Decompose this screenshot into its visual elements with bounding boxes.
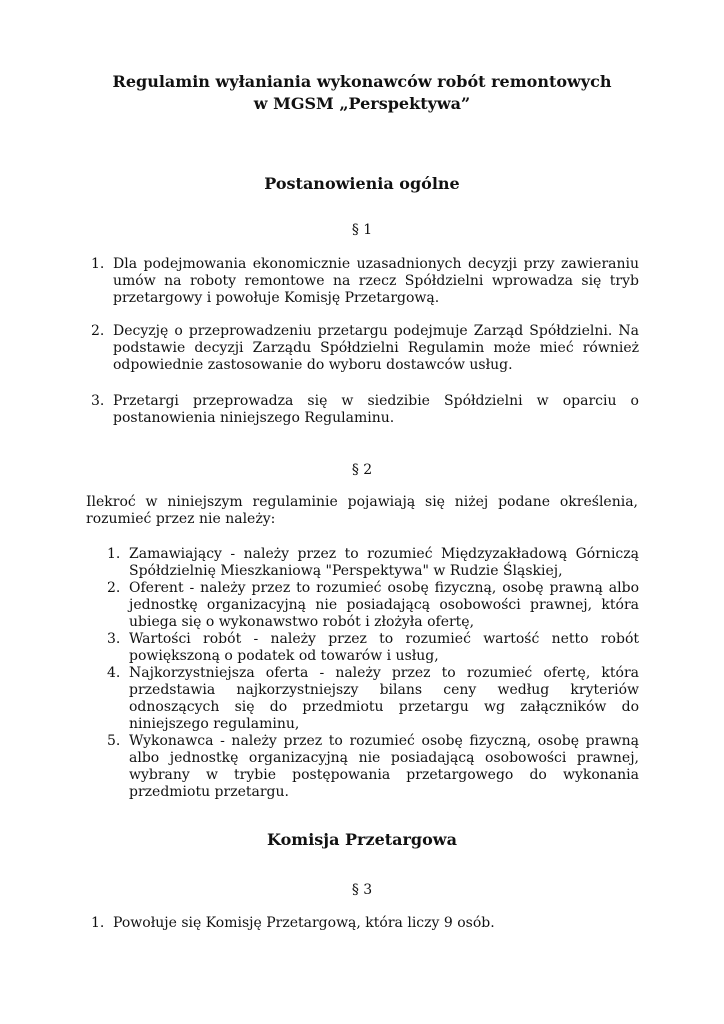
definitions-intro: Ilekroć w niniejszym regulaminie pojawiają się niżej podane określenia, rozumieć przez nie należy: (86, 494, 638, 527)
paragraph-number-1: § 1 (351, 222, 373, 238)
list-item-number: 1. (91, 915, 105, 931)
document-title-line-1: Regulamin wyłaniania wykonawców robót remontowych (112, 72, 612, 91)
list-item-text: Decyzję o przeprowadzeniu przetargu podejmuje Zarząd Spółdzielni. Na podstawie decyzji Zarządu Spółdzielni Regulamin może mieć również odpowiednie zastosowanie do wyboru dostawców usług. (113, 323, 639, 373)
list-item (107, 580, 639, 631)
list-item-number: 3. (91, 393, 105, 409)
list-item (91, 256, 639, 307)
paragraph-number-3: § 3 (351, 882, 373, 898)
list-item-number: 2. (91, 323, 105, 339)
list-item-text: Dla podejmowania ekonomicznie uzasadnionych decyzji przy zawieraniu umów na roboty remontowe na rzecz Spółdzielni wprowadza się tryb przetargowy i powołuje Komisję Przetargową. (113, 256, 639, 306)
section-heading-tender-commission: Komisja Przetargowa (267, 830, 457, 849)
list-item (91, 393, 639, 427)
list-item-text: Najkorzystniejsza oferta - należy przez to rozumieć ofertę, która przedstawia najkorzystniejszy bilans ceny według kryteriów odnoszących się do przedmiotu przetargu wg załączników do niniejszego regulaminu, (129, 665, 639, 732)
list-item-number: 3. (107, 631, 121, 647)
section-heading-general-provisions: Postanowienia ogólne (264, 174, 460, 193)
list-item-text: Powołuje się Komisję Przetargową, która liczy 9 osób. (113, 915, 495, 931)
list-item (91, 915, 639, 932)
list-item (107, 733, 639, 801)
list-item-text: Oferent - należy przez to rozumieć osobę fizyczną, osobę prawną albo jednostkę organizacyjną nie posiadającą osobowości prawnej, która ubiega się o wykonawstwo robót i złożyła ofertę, (129, 580, 639, 630)
list-item (107, 665, 639, 733)
list-item-text: Wykonawca - należy przez to rozumieć osobę fizyczną, osobę prawną albo jednostkę organizacyjną nie posiadającą osobowości prawnej, wybrany w trybie postępowania przetargowego do wykonania przedmiotu przetargu. (129, 733, 639, 800)
list-item-number: 4. (107, 665, 121, 681)
list-item-text: Wartości robót - należy przez to rozumieć wartość netto robót powiększoną o podatek od towarów i usług, (129, 631, 639, 664)
list-item-text: Zamawiający - należy przez to rozumieć Międzyzakładową Górniczą Spółdzielnię Mieszkaniową "Perspektywa" w Rudzie Śląskiej, (129, 546, 639, 579)
list-item-number: 1. (91, 256, 105, 272)
list-item-number: 1. (107, 546, 121, 562)
list-item (107, 546, 639, 580)
document-title-line-2: w MGSM „Perspektywa” (253, 94, 471, 113)
list-item (107, 631, 639, 665)
list-item-number: 2. (107, 580, 121, 596)
list-item-number: 5. (107, 733, 121, 749)
list-item (91, 323, 639, 374)
paragraph-number-2: § 2 (351, 462, 373, 478)
list-item-text: Przetargi przeprowadza się w siedzibie Spółdzielni w oparciu o postanowienia niniejszego Regulaminu. (113, 393, 639, 426)
